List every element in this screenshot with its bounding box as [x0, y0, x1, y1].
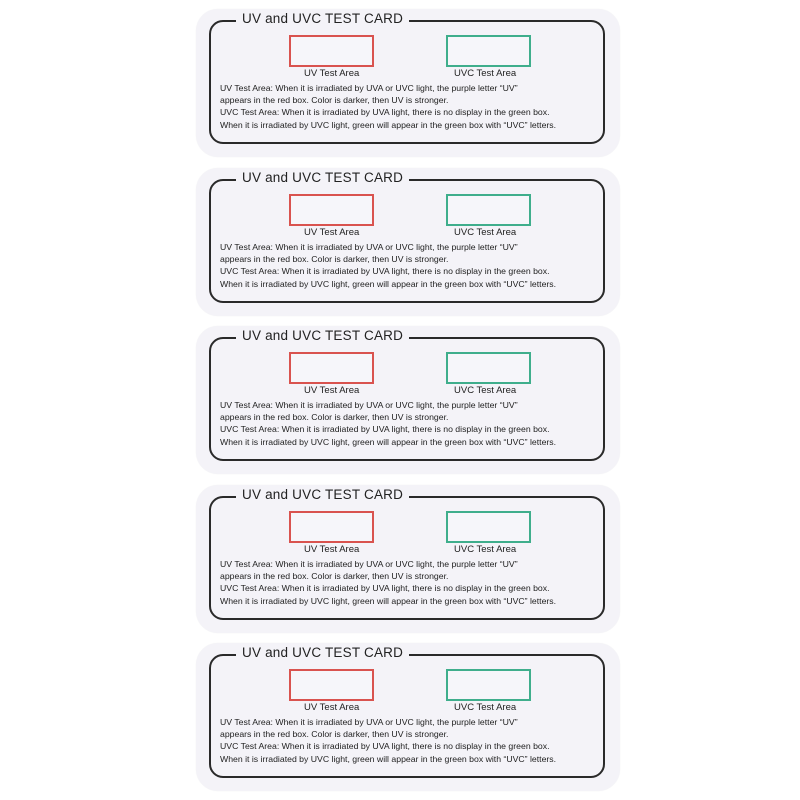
card-title: UV and UVC TEST CARD	[236, 487, 409, 503]
uvc-test-label: UVC Test Area	[454, 385, 517, 396]
test-card	[196, 168, 620, 316]
card-title: UV and UVC TEST CARD	[236, 11, 409, 27]
card-title: UV and UVC TEST CARD	[236, 328, 409, 344]
uvc-test-box	[446, 35, 531, 67]
description-line: UVC Test Area: When it is irradiated by UVA light, there is no display in the green box.	[220, 107, 550, 118]
uv-test-box	[289, 352, 374, 384]
uvc-test-label: UVC Test Area	[454, 68, 517, 79]
uv-test-box	[289, 35, 374, 67]
description-line: UVC Test Area: When it is irradiated by UVA light, there is no display in the green box.	[220, 583, 550, 594]
description-line: appears in the red box. Color is darker, then UV is stronger.	[220, 412, 449, 423]
uvc-test-box	[446, 669, 531, 701]
description-line: UV Test Area: When it is irradiated by UVA or UVC light, the purple letter “UV”	[220, 83, 518, 93]
uv-test-label: UV Test Area	[304, 544, 360, 555]
uv-test-label: UV Test Area	[304, 385, 360, 396]
description-line: appears in the red box. Color is darker, then UV is stronger.	[220, 729, 449, 740]
card-description	[220, 82, 610, 131]
test-card	[196, 643, 620, 791]
description-line: When it is irradiated by UVC light, green will appear in the green box with “UVC” letters.	[220, 595, 557, 606]
test-card	[196, 326, 620, 474]
uv-test-label: UV Test Area	[304, 702, 360, 713]
description-line: UVC Test Area: When it is irradiated by UVA light, there is no display in the green box.	[220, 266, 550, 277]
description-line: appears in the red box. Color is darker, then UV is stronger.	[220, 571, 449, 582]
test-card	[196, 9, 620, 157]
description-line: UV Test Area: When it is irradiated by UVA or UVC light, the purple letter “UV”	[220, 717, 518, 727]
uv-test-box	[289, 194, 374, 226]
card-description	[220, 558, 610, 607]
description-line: UV Test Area: When it is irradiated by UVA or UVC light, the purple letter “UV”	[220, 242, 518, 252]
card-title: UV and UVC TEST CARD	[236, 645, 409, 661]
description-line: UVC Test Area: When it is irradiated by UVA light, there is no display in the green box.	[220, 424, 550, 435]
card-description	[220, 241, 610, 290]
description-line: appears in the red box. Color is darker, then UV is stronger.	[220, 254, 449, 265]
uvc-test-box	[446, 194, 531, 226]
description-line: UV Test Area: When it is irradiated by UVA or UVC light, the purple letter “UV”	[220, 559, 518, 569]
uv-test-label: UV Test Area	[304, 68, 360, 79]
uv-test-label: UV Test Area	[304, 227, 360, 238]
uvc-test-box	[446, 352, 531, 384]
uvc-test-label: UVC Test Area	[454, 227, 517, 238]
uv-test-box	[289, 511, 374, 543]
description-line: When it is irradiated by UVC light, green will appear in the green box with “UVC” letters.	[220, 278, 557, 289]
description-line: UV Test Area: When it is irradiated by UVA or UVC light, the purple letter “UV”	[220, 400, 518, 410]
card-description	[220, 399, 610, 448]
uv-test-box	[289, 669, 374, 701]
description-line: When it is irradiated by UVC light, green will appear in the green box with “UVC” letters.	[220, 436, 557, 447]
description-line: When it is irradiated by UVC light, green will appear in the green box with “UVC” letters.	[220, 119, 557, 130]
card-title: UV and UVC TEST CARD	[236, 170, 409, 186]
card-description	[220, 716, 610, 765]
uvc-test-label: UVC Test Area	[454, 702, 517, 713]
uvc-test-label: UVC Test Area	[454, 544, 517, 555]
description-line: appears in the red box. Color is darker, then UV is stronger.	[220, 95, 449, 106]
description-line: When it is irradiated by UVC light, green will appear in the green box with “UVC” letters.	[220, 753, 557, 764]
uvc-test-box	[446, 511, 531, 543]
test-card	[196, 485, 620, 633]
description-line: UVC Test Area: When it is irradiated by UVA light, there is no display in the green box.	[220, 741, 550, 752]
